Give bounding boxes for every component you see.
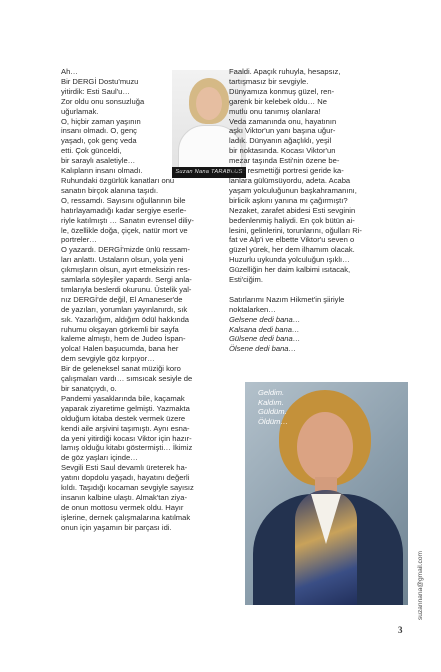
text-line: Zor oldu onu sonsuzluğa xyxy=(61,96,145,106)
text-line: Bir de geleneksel sanat müziği koro xyxy=(61,364,181,374)
poem-line: Kalsana dedi bana… xyxy=(229,324,300,334)
text-line: yatını dopdolu yaşadı, hayatını değerli xyxy=(61,473,190,483)
author-email: suzannana@gmail.com xyxy=(417,550,424,620)
text-line: yolca! Halen başucumda, bana her xyxy=(61,344,179,354)
text-line: onun için yaşamın bir parçası idi. xyxy=(61,522,172,532)
left-column xyxy=(61,67,221,533)
text-line: yitirdik: Esti Saul'u… xyxy=(61,86,130,96)
text-line: mezar taşında Esti'nin özene be- xyxy=(229,156,340,166)
text-line: Sevgili Esti Saul devamlı üreterek ha- xyxy=(61,463,188,473)
text-line: yaşam yolculuğunun başkahramanını, xyxy=(229,185,357,195)
right-column xyxy=(229,67,407,354)
text-line: Dünyamıza konmuş güzel, ren- xyxy=(229,86,335,96)
poem-line: Gülsene dedi bana… xyxy=(229,334,301,344)
text-line: Ah… xyxy=(61,67,78,76)
text-line: fat ve Alp'i ve elbette Viktor'u seven o xyxy=(229,235,355,245)
text-line: Bir DERGİ Dostu'muzu xyxy=(61,76,139,86)
text-line: uğurlamak. xyxy=(61,106,99,116)
text-line: çalışmaları vardı… sımsıcak sesiyle de xyxy=(61,374,193,384)
text-line: kıldı. Taşıdığı kocaman sevgiyle sayısız xyxy=(61,483,194,493)
text-line: Satırlarımı Nazım Hikmet'in şiiriyle xyxy=(229,294,345,304)
text-line: sanatın birçok alanına taşıdı. xyxy=(61,185,159,195)
text-line: portreler… xyxy=(61,235,97,245)
text-line: birlicik aşkını yanına mı çağırmıştı? xyxy=(229,195,348,205)
text-line: garenk bir kelebek oldu… Ne xyxy=(229,96,327,106)
text-line: riyle katılmıştı … Sanatın evrensel diliy- xyxy=(61,215,194,225)
text-line: de göz yaşları içinde… xyxy=(61,453,138,463)
memorial-face xyxy=(297,412,353,482)
text-line: aşkı Viktor'un yanı başına uğur- xyxy=(229,126,336,136)
text-line: mutlu onu tanımış olanlara! xyxy=(229,106,321,116)
spacer-line xyxy=(229,285,407,295)
text-line: dem sevgiyle göz kırpıyor… xyxy=(61,354,155,364)
text-line: Nezaket, zarafet abidesi Esti sevginin xyxy=(229,205,356,215)
text-line: de onun mottosu vermek oldu. Hayır xyxy=(61,502,184,512)
text-line: O, ressamdı. Sayısını oğullarının bile xyxy=(61,195,186,205)
text-line: O, hiçbir zaman yaşının xyxy=(61,116,141,126)
text-line: Veda zamanında onu, hayatının xyxy=(229,116,337,126)
text-line: bir sanatçıydı, o. xyxy=(61,384,117,393)
text-line: bedenlenmiş haliydi. En çok bütün ai- xyxy=(229,215,355,225)
text-line: da yeni yitirdiği kocası Viktor için hazır- xyxy=(61,433,192,443)
text-line: tartışmasız bir sevgiyle. xyxy=(229,76,309,86)
text-line: çıkmışların olsun, ayırt etmeksizin res- xyxy=(61,265,191,275)
text-line: yaparak ziyaretime gelmişti. Yazmakta xyxy=(61,403,190,413)
text-line: bir noktasında. Kocası Viktor'un xyxy=(229,146,336,156)
text-line: de yazıları, yorumları yayınlanırdı, sık xyxy=(61,304,188,314)
left-narrow-block xyxy=(61,67,168,176)
text-line: Güzelliğin her daim kalbimi ısıtacak, xyxy=(229,265,351,275)
page-number: 3 xyxy=(398,625,403,635)
text-line: samlarla söyleşiler yapardı. Sergi anla- xyxy=(61,275,192,285)
text-line: Pandemi yasaklarında bile, kaçamak xyxy=(61,393,185,403)
text-line: Huzurlu uykunda yolculuğun ışıklı… xyxy=(229,255,350,265)
text-line: noktalarken… xyxy=(229,304,276,314)
text-line: ruhumu okşayan görkemli bir sayfa xyxy=(61,324,179,334)
poem-overlay xyxy=(258,388,288,426)
text-line: yaşadı, çok genç veda xyxy=(61,136,137,146)
text-line: zene resmettiği portresi geride ka- xyxy=(229,166,344,176)
poem-line: Ölsene dedi bana… xyxy=(229,344,297,354)
text-line: Faaldi. Apaçık ruhuyla, hesapsız, xyxy=(229,67,341,76)
text-line: Esti'ciğim. xyxy=(229,275,263,285)
text-line: işlerine, dernek çalışmalarına katılmak xyxy=(61,512,191,522)
text-line: lamış olduğu kitabı göstermişti… İkimiz xyxy=(61,443,193,453)
text-line: Ruhundaki özgürlük kanatları onu xyxy=(61,175,175,185)
text-line: sık. Yazarlığım, aldığım ödül hakkında xyxy=(61,314,190,324)
text-line: tımlarıyla beslerdi okurunu. Üstelik yal- xyxy=(61,284,192,294)
text-line: ları anlattı. Ustaların olsun, yola yeni xyxy=(61,255,184,265)
poem-line: Gelsene dedi bana… xyxy=(229,314,301,324)
text-line: kaleme almıştı, hem de Judeo İspan- xyxy=(61,334,186,344)
text-line: hatırlayamadığı kadar sergiye eserle- xyxy=(61,205,187,215)
text-line: Kalıpların insanı olmadı. xyxy=(61,166,143,176)
text-line: lesini, gelinlerini, torunlarını, oğulları Ri- xyxy=(229,225,362,235)
text-line: O yazardı. DERGİ'mizde ünlü ressam- xyxy=(61,245,190,255)
text-line: nız DERGİ'de değil, El Amaneser'de xyxy=(61,294,183,304)
text-line: ladık. Dünyanın ağaçlıklı, yeşil xyxy=(229,136,332,146)
text-line: etti. Çok günceldi, xyxy=(61,146,122,156)
text-line: olduğum kitaba destek vermek üzere xyxy=(61,413,186,423)
author-caption: Suzan Nana TARABLUS xyxy=(172,167,246,178)
text-line: bir saraylı asaletiyle… xyxy=(61,156,136,166)
poem-line: Kaldım. xyxy=(258,397,284,407)
text-line: güzel yürek, her dem ilhamım olacak. xyxy=(229,245,355,255)
text-line: insanın kalbine ulaştı. Almak'tan ziya- xyxy=(61,492,187,502)
text-line: insanı olmadı. O, genç xyxy=(61,126,137,136)
poem-line: Güldüm. xyxy=(258,407,287,417)
poem-line: Geldim. xyxy=(258,388,285,397)
text-line: le, özellikle doğa, çiçek, natür mort ve xyxy=(61,225,188,235)
text-line: lanlara gülümsüyordu, adeta. Acaba xyxy=(229,175,351,185)
text-line: kendi aile arşivini taşımıştı. Aynı esna- xyxy=(61,423,190,433)
poem-line: Öldüm… xyxy=(258,416,288,426)
